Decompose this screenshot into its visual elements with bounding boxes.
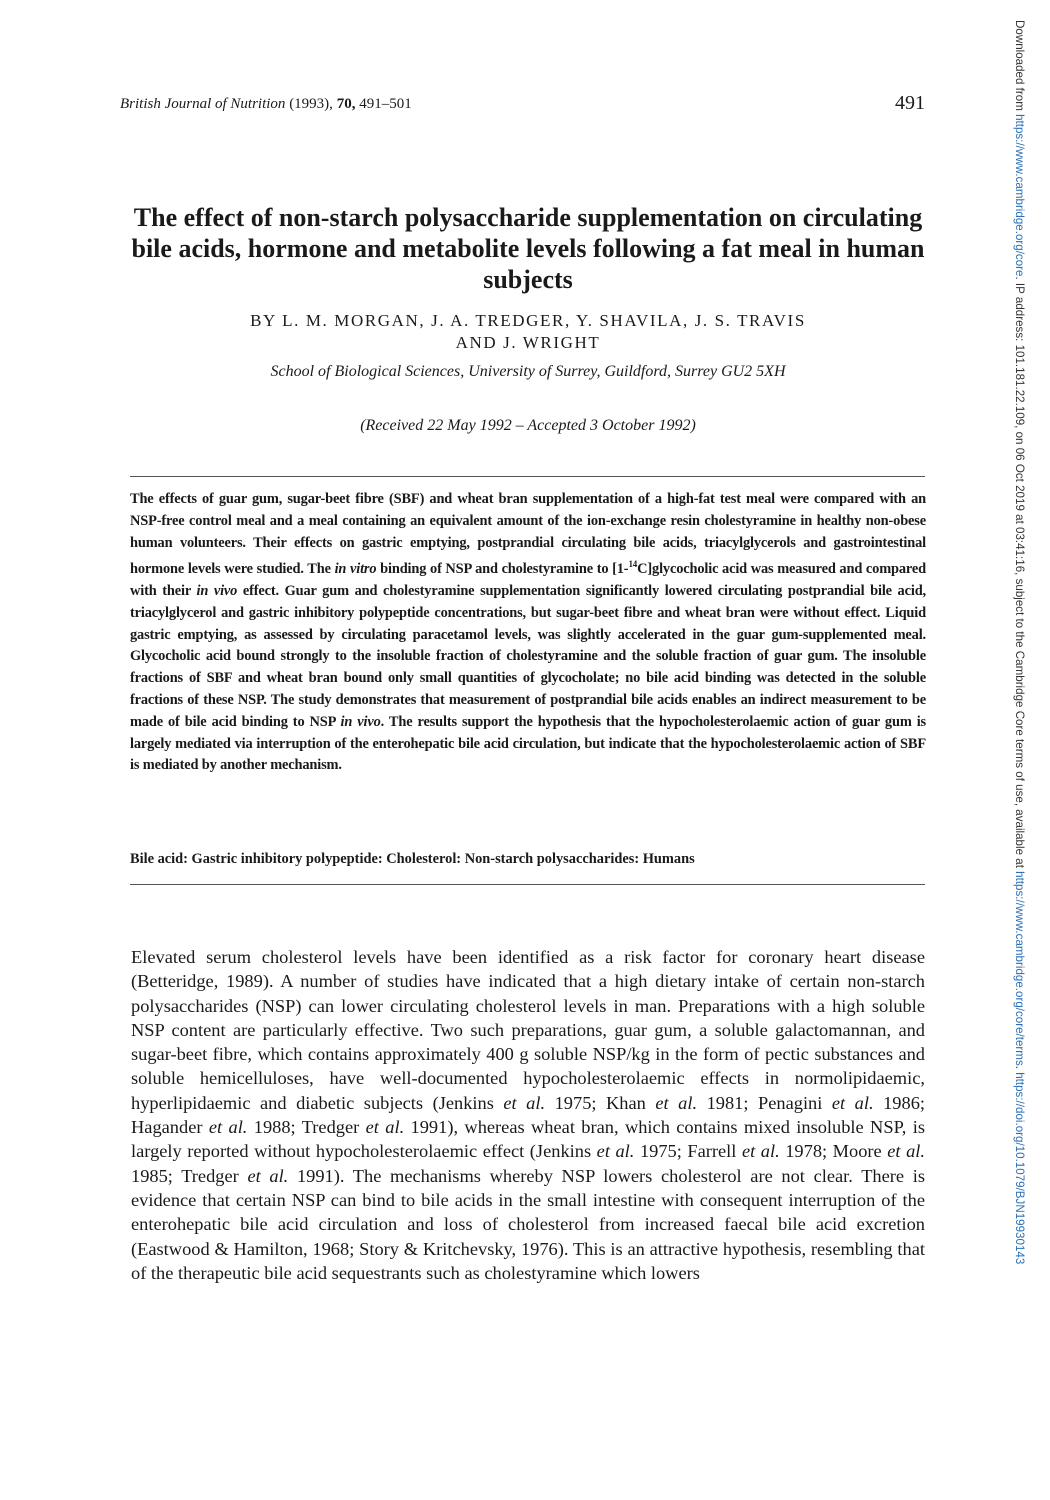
body-text-segment: 1985; Tredger [131, 1165, 248, 1186]
doi-link[interactable]: https://doi.org/10.1079/BJN19930143 [1013, 1072, 1026, 1265]
journal-pages: 491–501 [359, 96, 412, 112]
body-text-segment: 1986; Hagander [131, 1092, 926, 1138]
abstract-text-4: effect. Guar gum and cholestyramine supplementation significantly lowered circulating postprandial bile acid, triacylglycerol and gastric inhibitory polypeptide concentrations, but sugar-beet fibre and wheat bran were without effect. Liquid gastric emptying, as assessed by circulating paracetamol levels, was slightly accelerated in the guar gum-supplemented meal. Glycocholic acid bound strongly to the insoluble fraction of cholestyramine and the soluble fraction of guar gum. The insoluble fractions of SBF and wheat bran bound only small quantities of glycocholate; no bile acid binding was detected in the soluble fractions of these NSP. The study demonstrates that measurement of postprandial bile acids enables an indirect measurement to be made of bile acid binding to NSP [130, 582, 926, 730]
author-list [120, 310, 936, 354]
citation-et-al: et al. [365, 1117, 405, 1138]
citation-et-al: et al. [741, 1141, 780, 1162]
download-notice-text: . IP address: 101.181.22.109, on 06 Oct 2019 at 03:41:16, subject to the Cambridge Core terms of use, available at [1013, 276, 1026, 872]
body-paragraph [131, 945, 925, 1285]
citation-et-al: et al. [503, 1092, 546, 1113]
citation-et-al: et al. [247, 1165, 289, 1186]
abstract-in-vitro: in vitro [334, 561, 377, 578]
received-dates: (Received 22 May 1992 – Accepted 3 October 1992) [360, 417, 696, 434]
citation-et-al: et al. [596, 1141, 635, 1162]
authors-line-2: AND J. WRIGHT [455, 333, 601, 352]
download-notice [1013, 20, 1026, 1264]
cambridge-core-link[interactable]: https://www.cambridge.org/core [1013, 114, 1026, 277]
journal-year: (1993), [289, 96, 333, 112]
affiliation: School of Biological Sciences, University of Surrey, Guildford, Surrey GU2 5XH [270, 363, 786, 380]
body-text-segment: 1988; Tredger [247, 1117, 366, 1138]
authors-line-1: BY L. M. MORGAN, J. A. TREDGER, Y. SHAVILA, J. S. TRAVIS [250, 311, 806, 330]
abstract-bottom-rule [130, 884, 925, 885]
abstract-in-vivo: in vivo [196, 582, 238, 599]
citation-et-al: et al. [887, 1141, 925, 1162]
body-text-segment: Elevated serum cholesterol levels have been identified as a risk factor for coronary heart disease (Betteridge, 1989). A number of studies have indicated that a high dietary intake of certain non-starch polysaccharides (NSP) can lower circulating cholesterol levels in man. Preparations with a high soluble NSP content are particularly effective. Two such preparations, guar gum, a soluble galactomannan, and sugar-beet fibre, which contains approximately 400 g soluble NSP/kg in the form of pectic substances and soluble hemicelluloses, have well-documented hypocholesterolaemic effects in normolipidaemic, hyperlipidaemic and diabetic subjects (Jenkins [131, 947, 925, 1113]
abstract-isotope-superscript: 14 [628, 559, 638, 570]
abstract-top-rule [130, 476, 925, 477]
citation-et-al: et al. [831, 1092, 874, 1113]
page-number: 491 [895, 92, 925, 114]
body-text-segment: 1975; Farrell [634, 1141, 742, 1162]
running-header [120, 96, 412, 113]
body-text-segment: 1991). The mechanisms whereby NSP lowers cholesterol are not clear. There is evidence that certain NSP can bind to bile acids in the small intestine with consequent interruption of the enterohepatic bile acid circulation and loss of cholesterol from increased faecal bile acid excretion (Eastwood & Hamilton, 1968; Story & Kritchevsky, 1976). This is an attractive hypothesis, resembling that of the therapeutic bile acid sequestrants such as cholestyramine which lowers [131, 1165, 926, 1283]
citation-et-al: et al. [208, 1117, 248, 1138]
body-text-segment: 1991), whereas wheat bran, which contains mixed insoluble NSP, is largely reported without hypocholesterolaemic effect (Jenkins [131, 1117, 925, 1162]
abstract-text-5: . The results support the hypothesis that the hypocholesterolaemic action of guar gum is largely mediated via interruption of the enterohepatic bile acid circulation, but indicate that the hypocholesterolaemic action of SBF is mediated by another mechanism. [130, 713, 927, 774]
body-text-segment: 1975; Khan [545, 1092, 656, 1113]
journal-volume: 70, [336, 96, 356, 112]
article-title: The effect of non-starch polysaccharide supplementation on circulating bile acids, hormone and metabolite levels following a fat meal in human subjects [131, 203, 925, 294]
keywords: Bile acid: Gastric inhibitory polypeptide: Cholesterol: Non-starch polysaccharides: Humans [130, 851, 695, 867]
download-notice-text: . [1013, 1065, 1026, 1073]
abstract-text-2: binding of NSP and cholestyramine to [1- [376, 561, 629, 578]
abstract-text-3: C]glycocholic acid was measured and compared with their [130, 561, 926, 599]
abstract [130, 489, 926, 777]
download-notice-text: Downloaded from [1013, 20, 1026, 115]
abstract-in-vivo-2: in vivo [340, 713, 381, 730]
body-text-segment: 1978; Moore [779, 1141, 888, 1162]
citation-et-al: et al. [655, 1092, 698, 1113]
journal-name: British Journal of Nutrition [120, 96, 286, 112]
body-text-segment: 1981; Penagini [697, 1092, 832, 1113]
terms-link[interactable]: https://www.cambridge.org/core/terms [1013, 871, 1026, 1066]
abstract-text-1: The effects of guar gum, sugar-beet fibre (SBF) and wheat bran supplementation of a high-fat test meal were compared with an NSP-free control meal and a meal containing an equivalent amount of the ion-exchange resin cholestyramine in healthy non-obese human volunteers. Their effects on gastric emptying, postprandial circulating bile acids, triacylglycerols and gastrointestinal hormone levels were studied. The [130, 491, 926, 578]
